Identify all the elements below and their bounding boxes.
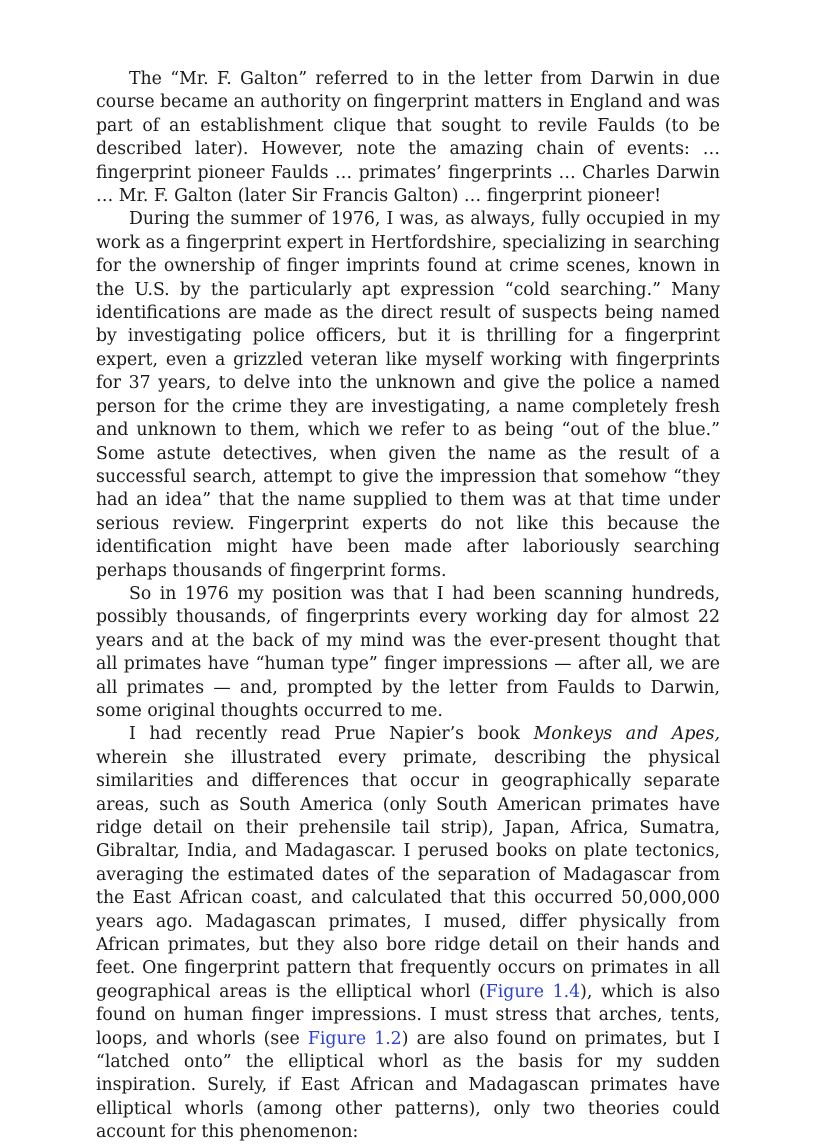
paragraph-scanning: So in 1976 my position was that I had been scanning hundreds, possibly thousands, of fingerprints every working day for almost 22 years and at the back of my mind was the ever-present thought that all primates have “human type” finger impressions — after all, we are all primates — and, prompted by the letter from Faulds to Darwin, some original thoughts occurred to me. bbox=[96, 583, 720, 721]
paragraph-summer-1976: During the summer of 1976, I was, as always, fully occupied in my work as a fingerprint expert in Hertfordshire, specializing in searching for the ownership of finger imprints found at crime scenes, known in the U.S. by the particularly apt expression “cold searching.” Many identifications are made as the direct result of suspects being named by investigating police officers, but it is thrilling for a fingerprint expert, even a grizzled veteran like myself working with fingerprints for 37 years, to delve into the unknown and give the police a named person for the crime they are investigating, a name completely fresh and unknown to them, which we refer to as being “out of the blue.” Some astute detectives, when given the name as the result of a successful search, attempt to give the impression that somehow “they had an idea” that the name supplied to them was at that time under serious review. Fingerprint experts do not like this because the identification might have been made after laboriously searching perhaps thousands of fingerprint forms. bbox=[96, 209, 720, 581]
document-page bbox=[96, 68, 720, 1145]
figure-1-4-link[interactable]: Figure 1.4 bbox=[485, 981, 581, 1002]
paragraph-napier-part1: I had recently read Prue Napier’s book bbox=[129, 724, 534, 745]
paragraph-napier-part3: ), which is also found on human finger impressions. I must stress that arches, tents, loops, and whorls (see bbox=[96, 981, 720, 1049]
book-title: Monkeys and Apes, bbox=[533, 724, 720, 745]
paragraph-napier-part4: ) are also found on primates, but I “latched onto” the elliptical whorl as the basis for my sudden inspiration. Surely, if East African and Madagascan primates have elliptical whorls (among other patterns), only two theories could account for this phenomenon: bbox=[96, 1028, 720, 1143]
paragraph-napier-part2: wherein she illustrated every primate, describing the physical similarities and differences that occur in geographically separate areas, such as South America (only South American primates have ridge detail on their prehensile tail strip), Japan, Africa, Sumatra, Gibraltar, India, and Madagascar. I perused books on plate tectonics, averaging the estimated dates of the separation of Madagascar from the East African coast, and calculated that this occurred 50,000,000 years ago. Madagascan primates, I mused, differ physically from African primates, but they also bore ridge detail on their hands and feet. One fingerprint pattern that frequently occurs on primates in all geographical areas is the elliptical whorl ( bbox=[96, 747, 720, 1002]
paragraph-napier bbox=[96, 723, 720, 1144]
figure-1-2-link[interactable]: Figure 1.2 bbox=[307, 1028, 402, 1049]
paragraph-galton: The “Mr. F. Galton” referred to in the letter from Darwin in due course became an authority on fingerprint matters in England and was part of an establishment clique that sought to revile Faulds (to be described later). However, note the amazing chain of events: … fingerprint pioneer Faulds … primates’ fingerprints … Charles Darwin … Mr. F. Galton (later Sir Francis Galton) … fingerprint pioneer! bbox=[96, 69, 720, 207]
